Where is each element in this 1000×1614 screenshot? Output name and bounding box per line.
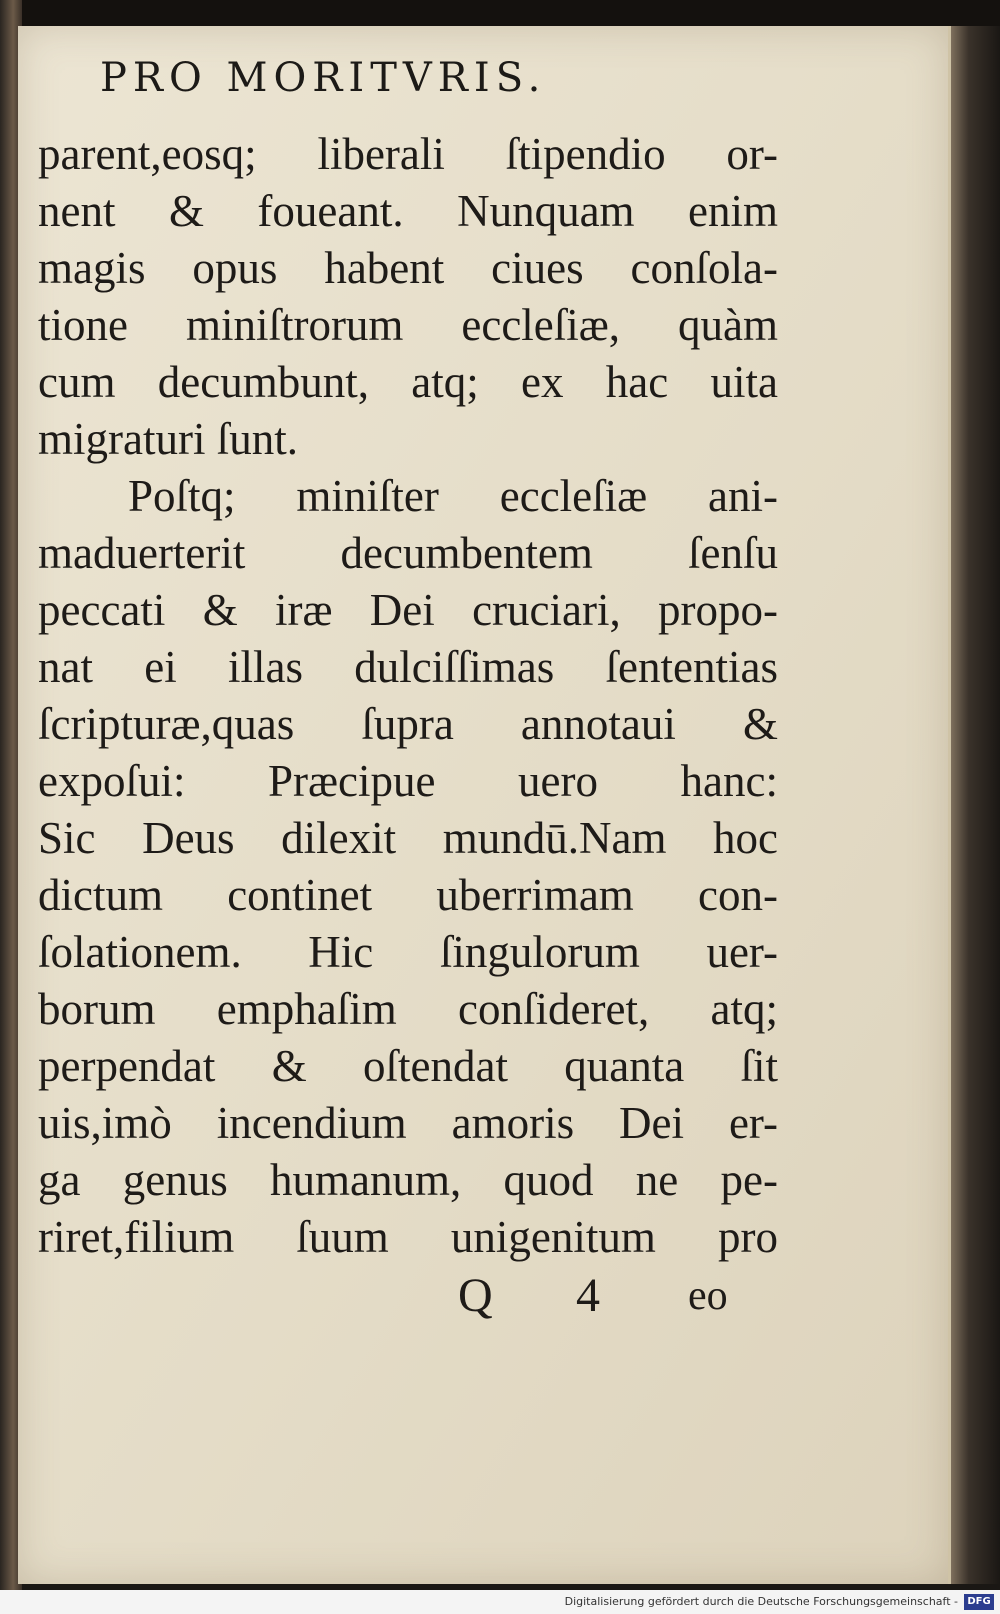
text-line: magis opus habent ciues conſola- [38,243,778,293]
text-line: maduerterit decumbentem ſenſu [38,528,778,578]
text-line: cum decumbunt, atq; ex hac uita [38,357,778,407]
dfg-logo: DFG [964,1594,994,1610]
signature-mark: Q [458,1269,493,1322]
text-line: tione miniſtrorum eccleſiæ, quàm [38,300,778,350]
text-line: riret,filium ſuum unigenitum pro [38,1212,778,1262]
top-border [0,0,1000,28]
text-line: borum emphaſim conſideret, atq; [38,984,778,1034]
footer-bar [0,1590,1000,1614]
text-line: ga genus humanum, quod ne pe- [38,1155,778,1205]
footer-credit: Digitalisierung gefördert durch die Deutsche Forschungsgemeinschaft - [564,1595,958,1608]
signature-line [458,1262,758,1330]
paragraph-start-line: Poſtq; miniſter eccleſiæ ani- [128,471,778,521]
text-line: ſolationem. Hic ſingulorum uer- [38,927,778,977]
text-line: nent & foueant. Nunquam enim [38,186,778,236]
signature-number: 4 [576,1269,600,1322]
text-line: ſcripturæ,quas ſupra annotaui & [38,699,778,749]
running-head: PRO MORITVRIS. [100,55,547,101]
text-line: migraturi ſunt. [38,414,298,464]
text-line: expoſui: Præcipue uero hanc: [38,756,778,806]
text-line: Sic Deus dilexit mundū.Nam hoc [38,813,778,863]
text-line: uis,imò incendium amoris Dei er- [38,1098,778,1148]
catchword: eo [688,1273,728,1319]
page-edge [948,26,1000,1584]
text-line: peccati & iræ Dei cruciari, propo- [38,585,778,635]
text-line: dictum continet uberrimam con- [38,870,778,920]
text-line: perpendat & oſtendat quanta ſit [38,1041,778,1091]
text-line: nat ei illas dulciſſimas ſententias [38,642,778,692]
body-text [38,126,778,1266]
text-line: parent,eosq; liberali ſtipendio or- [38,129,778,179]
